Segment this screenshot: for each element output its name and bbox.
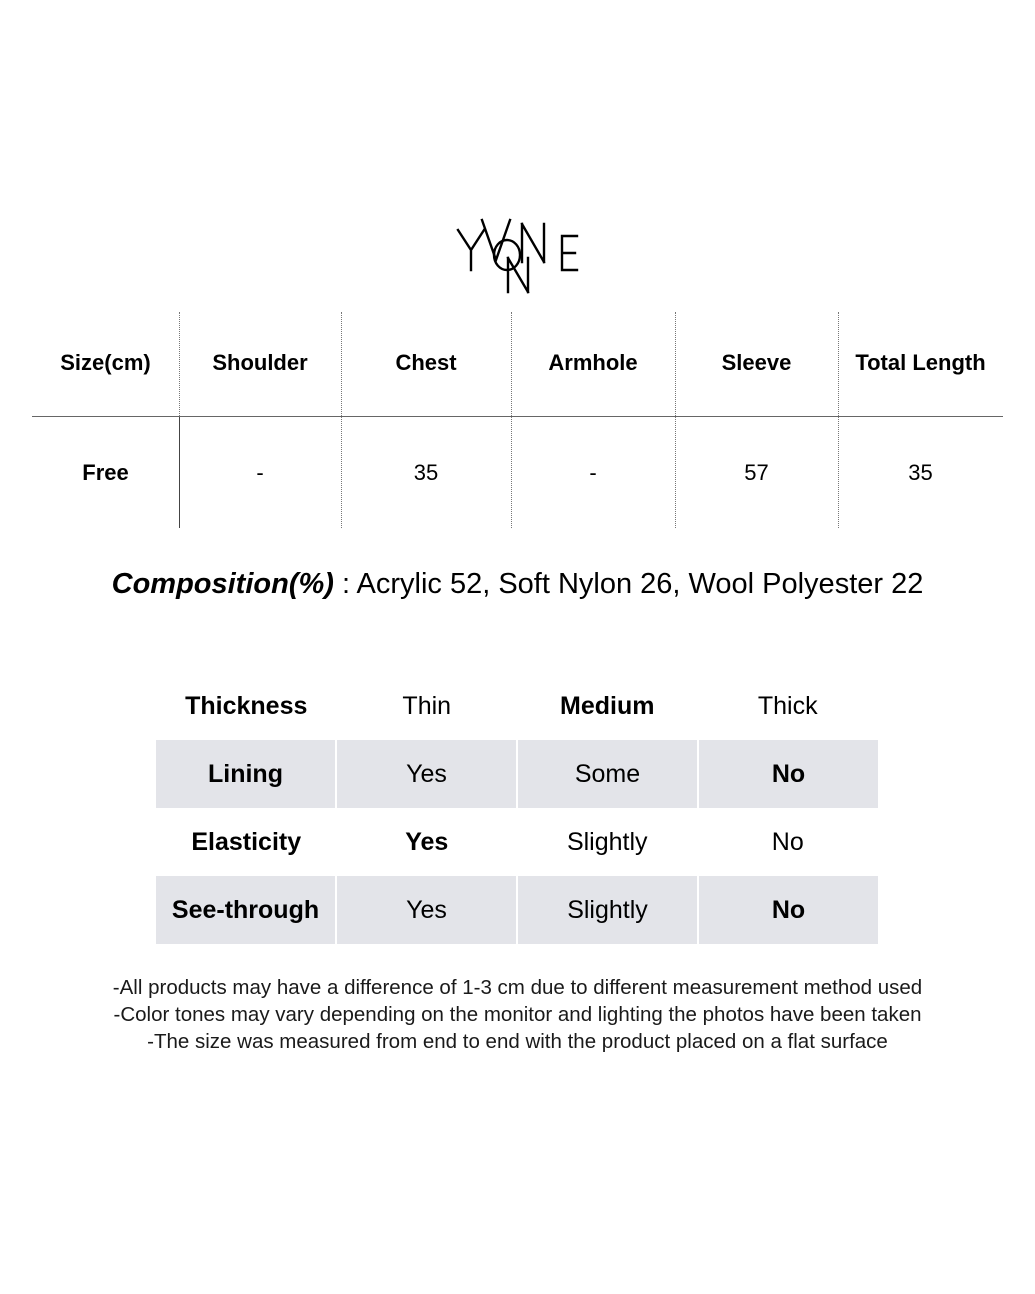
note-line: -All products may have a difference of 1-3 cm due to different measurement method used xyxy=(112,976,923,999)
attribute-option: Slightly xyxy=(516,876,697,944)
header-armhole: Armhole xyxy=(548,350,638,375)
armhole-value: - xyxy=(589,460,597,485)
attribute-option: Yes xyxy=(335,876,516,944)
note-line: -Color tones may vary depending on the monitor and lighting the photos have been taken xyxy=(113,1003,922,1026)
composition-value: Acrylic 52, Soft Nylon 26, Wool Polyester 22 xyxy=(356,568,924,600)
header-size: Size(cm) xyxy=(60,350,151,375)
composition-label: Composition(%) xyxy=(111,568,334,600)
yvonne-logo-icon xyxy=(452,212,582,300)
chest-value: 35 xyxy=(413,460,439,485)
attribute-option: No xyxy=(771,827,804,856)
attribute-row-see-through xyxy=(156,876,878,944)
composition-line xyxy=(0,568,1035,601)
header-total-length: Total Length xyxy=(855,350,986,375)
attribute-row-lining xyxy=(156,740,878,808)
attribute-option: Slightly xyxy=(566,827,648,856)
header-shoulder: Shoulder xyxy=(212,350,308,375)
size-value: Free xyxy=(82,460,129,485)
attribute-option: Yes xyxy=(335,740,516,808)
attribute-option: Some xyxy=(516,740,697,808)
composition-separator: : xyxy=(333,568,357,600)
attribute-name: Thickness xyxy=(185,691,308,720)
total-length-value: 35 xyxy=(908,460,933,485)
header-divider xyxy=(32,416,1003,417)
attribute-option-selected: Yes xyxy=(405,827,449,856)
fabric-attributes-table xyxy=(156,672,878,944)
header-chest: Chest xyxy=(395,350,457,375)
brand-logo xyxy=(452,212,582,300)
attribute-option-selected: Medium xyxy=(560,691,655,720)
header-sleeve: Sleeve xyxy=(721,350,792,375)
note-line: -The size was measured from end to end with the product placed on a flat surface xyxy=(147,1030,888,1053)
sleeve-value: 57 xyxy=(744,460,769,485)
size-table xyxy=(32,312,1003,530)
attribute-name: See-through xyxy=(171,895,320,924)
attribute-row-thickness xyxy=(156,672,878,740)
column-divider xyxy=(838,312,839,528)
column-divider xyxy=(675,312,676,528)
attribute-option-selected: No xyxy=(697,740,878,808)
attribute-option: Thick xyxy=(757,691,818,720)
attribute-row-elasticity xyxy=(156,808,878,876)
column-divider xyxy=(341,312,342,528)
attribute-option: Thin xyxy=(402,691,452,720)
shoulder-value: - xyxy=(256,460,264,485)
attribute-option-selected: No xyxy=(697,876,878,944)
column-divider xyxy=(511,312,512,528)
attribute-name: Lining xyxy=(208,759,283,788)
attribute-name: Elasticity xyxy=(191,827,302,856)
measurement-notes xyxy=(0,974,1035,1055)
